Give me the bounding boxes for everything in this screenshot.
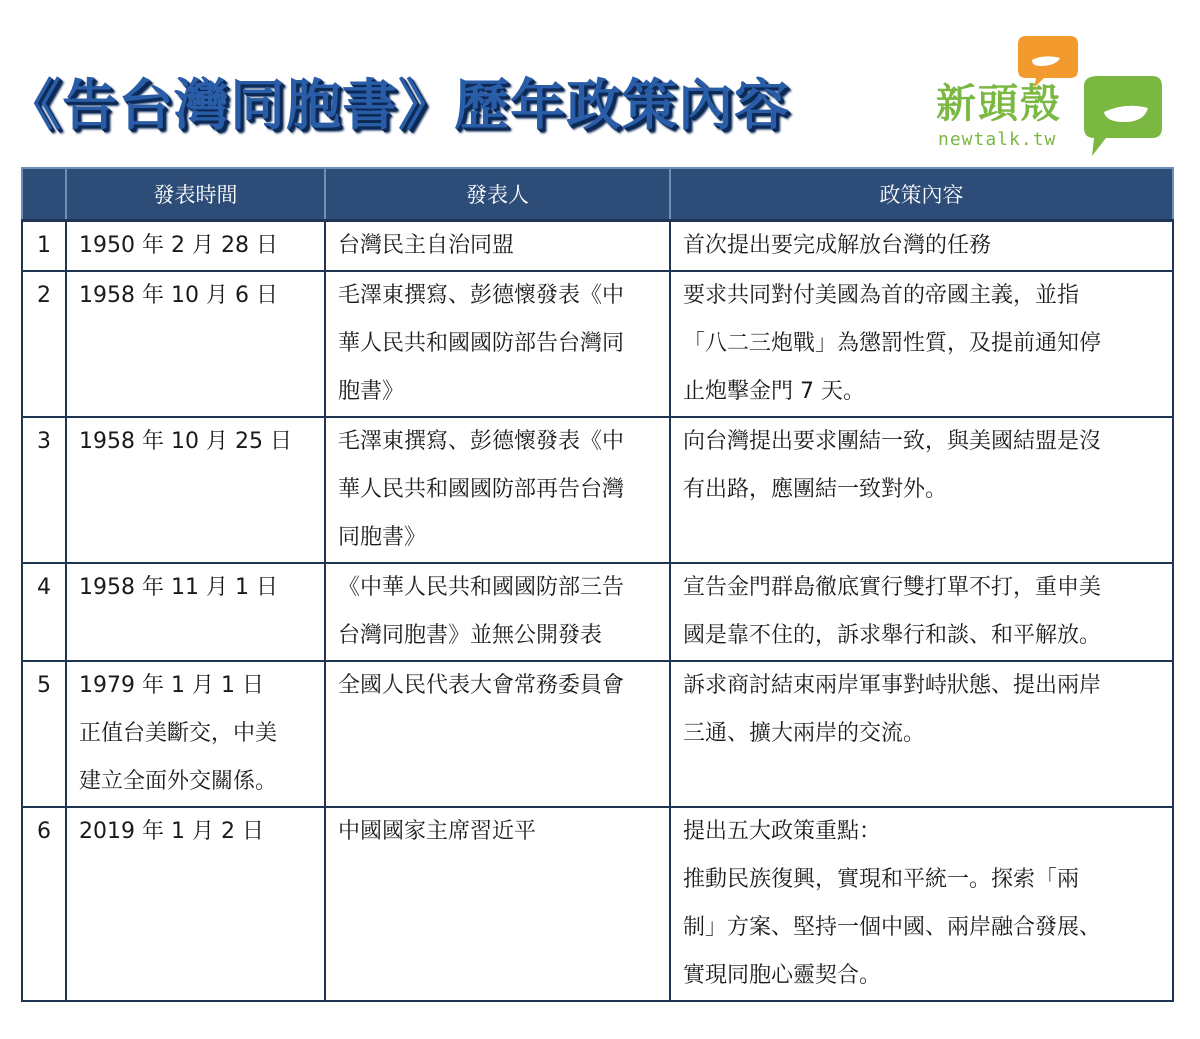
cell-line: 1950 年 2 月 28 日 [79, 233, 278, 258]
column-header-content: 政策內容 [670, 168, 1173, 221]
content-cell [670, 221, 1173, 272]
table-row [22, 221, 1173, 272]
column-header-time: 發表時間 [66, 168, 325, 221]
table-row [22, 563, 1173, 661]
cell-line: 台灣民主自治同盟 [338, 233, 515, 258]
column-header-author: 發表人 [325, 168, 670, 221]
time-cell [66, 221, 325, 272]
cell-line: 1958 年 11 月 1 日 [79, 575, 278, 600]
author-cell [325, 417, 670, 563]
cell-line: 三通、擴大兩岸的交流。 [683, 721, 926, 746]
content-cell [670, 271, 1173, 417]
time-cell [66, 563, 325, 661]
cell-line: 《中華人民共和國國防部三告 [338, 575, 625, 600]
cell-line: 國是靠不住的，訴求舉行和談、和平解放。 [683, 623, 1102, 648]
row-number: 4 [22, 563, 66, 661]
table-row [22, 661, 1173, 807]
time-cell [66, 807, 325, 1001]
cell-line: 訴求商討結束兩岸軍事對峙狀態、提出兩岸 [683, 673, 1102, 698]
cell-line: 正值台美斷交，中美 [79, 721, 278, 746]
page-title: 《告台灣同胞書》歷年政策內容 [6, 73, 791, 137]
cell-line: 胞書》 [338, 379, 405, 404]
cell-line: 提出五大政策重點： [683, 819, 882, 844]
cell-line: 1958 年 10 月 25 日 [79, 429, 292, 454]
author-cell [325, 807, 670, 1001]
cell-line: 同胞書》 [338, 525, 427, 550]
content-cell [670, 563, 1173, 661]
cell-line: 建立全面外交關係。 [79, 769, 278, 794]
author-cell [325, 661, 670, 807]
cell-line: 全國人民代表大會常務委員會 [338, 673, 625, 698]
author-cell [325, 563, 670, 661]
row-number: 5 [22, 661, 66, 807]
cell-line: 要求共同對付美國為首的帝國主義，並指 [683, 283, 1080, 308]
row-number: 6 [22, 807, 66, 1001]
cell-line: 華人民共和國國防部告台灣同 [338, 331, 625, 356]
table-header-row [22, 168, 1173, 221]
cell-line: 毛澤東撰寫、彭德懷發表《中 [338, 429, 625, 454]
cell-line: 向台灣提出要求團結一致，與美國結盟是沒 [683, 429, 1102, 454]
time-cell [66, 417, 325, 563]
cell-line: 「八二三炮戰」為懲罰性質，及提前通知停 [683, 331, 1102, 356]
cell-line: 止炮擊金門 7 天。 [683, 379, 865, 404]
table-row [22, 417, 1173, 563]
cell-line: 實現同胞心靈契合。 [683, 963, 882, 988]
row-number: 2 [22, 271, 66, 417]
cell-line: 有出路，應團結一致對外。 [683, 477, 948, 502]
cell-line: 2019 年 1 月 2 日 [79, 819, 264, 844]
content-cell [670, 417, 1173, 563]
cell-line: 1958 年 10 月 6 日 [79, 283, 278, 308]
author-cell [325, 271, 670, 417]
cell-line: 制」方案、堅持一個中國、兩岸融合發展、 [683, 915, 1102, 940]
author-cell [325, 221, 670, 272]
column-header-number [22, 168, 66, 221]
policy-table [21, 167, 1174, 1002]
cell-line: 毛澤東撰寫、彭德懷發表《中 [338, 283, 625, 308]
row-number: 3 [22, 417, 66, 563]
logo-english-name: newtalk.tw [938, 129, 1057, 150]
cell-line: 宣告金門群島徹底實行雙打單不打，重申美 [683, 575, 1102, 600]
table-row [22, 271, 1173, 417]
cell-line: 推動民族復興，實現和平統一。探索「兩 [683, 867, 1080, 892]
time-cell [66, 661, 325, 807]
cell-line: 首次提出要完成解放台灣的任務 [683, 233, 992, 258]
time-cell [66, 271, 325, 417]
logo-chinese-name: 新頭殼 [936, 81, 1062, 127]
cell-line: 華人民共和國國防部再告台灣 [338, 477, 625, 502]
table-row [22, 807, 1173, 1001]
row-number: 1 [22, 221, 66, 272]
newtalk-logo [928, 36, 1168, 158]
content-cell [670, 661, 1173, 807]
cell-line: 1979 年 1 月 1 日 [79, 673, 264, 698]
cell-line: 台灣同胞書》並無公開發表 [338, 623, 603, 648]
content-cell [670, 807, 1173, 1001]
cell-line: 中國國家主席習近平 [338, 819, 537, 844]
